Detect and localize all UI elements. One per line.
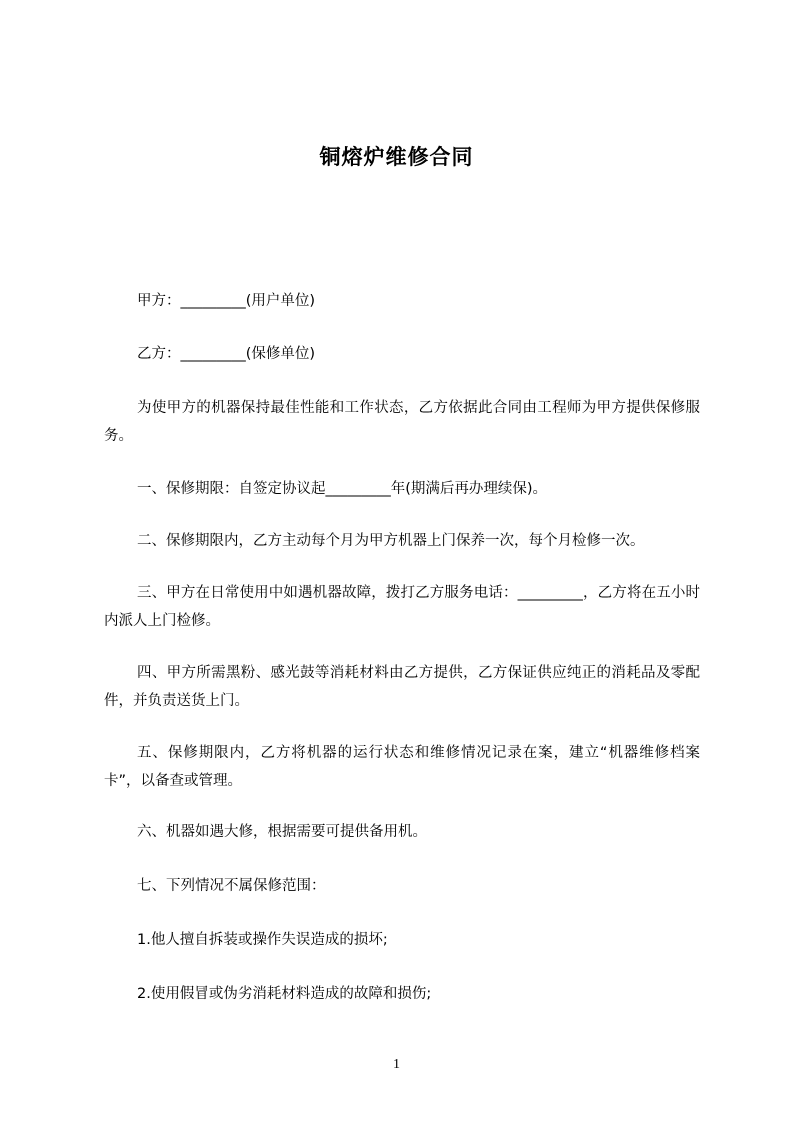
clause-5: 五、保修期限内，乙方将机器的运行状态和维修情况记录在案，建立“机器维修档案卡”，以备查或管理。 [104, 745, 700, 789]
intro-paragraph: 为使甲方的机器保持最佳性能和工作状态，乙方依据此合同由工程师为甲方提供保修服务。 [104, 400, 700, 444]
clause-4: 四、甲方所需黑粉、感光鼓等消耗材料由乙方提供，乙方保证供应纯正的消耗品及零配件，并负责送货上门。 [104, 665, 700, 709]
party-b-line: 乙方：_________(保修单位) [137, 346, 316, 362]
clause-3: 三、甲方在日常使用中如遇机器故障，拨打乙方服务电话：_________，乙方将在五小时内派人上门检修。 [104, 585, 700, 629]
clause-6: 六、机器如遇大修，根据需要可提供备用机。 [137, 824, 427, 840]
page-number: 1 [393, 1057, 400, 1072]
clause-2: 二、保修期限内，乙方主动每个月为甲方机器上门保养一次，每个月检修一次。 [137, 533, 645, 549]
clause-1: 一、保修期限：自签定协议起_________年(期满后再办理续保)。 [137, 481, 548, 497]
clause-7-item-1: 1.他人擅自拆装或操作失误造成的损坏; [137, 932, 388, 948]
clause-7: 七、下列情况不属保修范围： [137, 878, 326, 894]
party-a-line: 甲方：_________(用户单位) [137, 293, 316, 309]
contract-title: 铜熔炉维修合同 [319, 145, 474, 169]
clause-7-item-2: 2.使用假冒或伪劣消耗材料造成的故障和损伤; [137, 986, 432, 1002]
